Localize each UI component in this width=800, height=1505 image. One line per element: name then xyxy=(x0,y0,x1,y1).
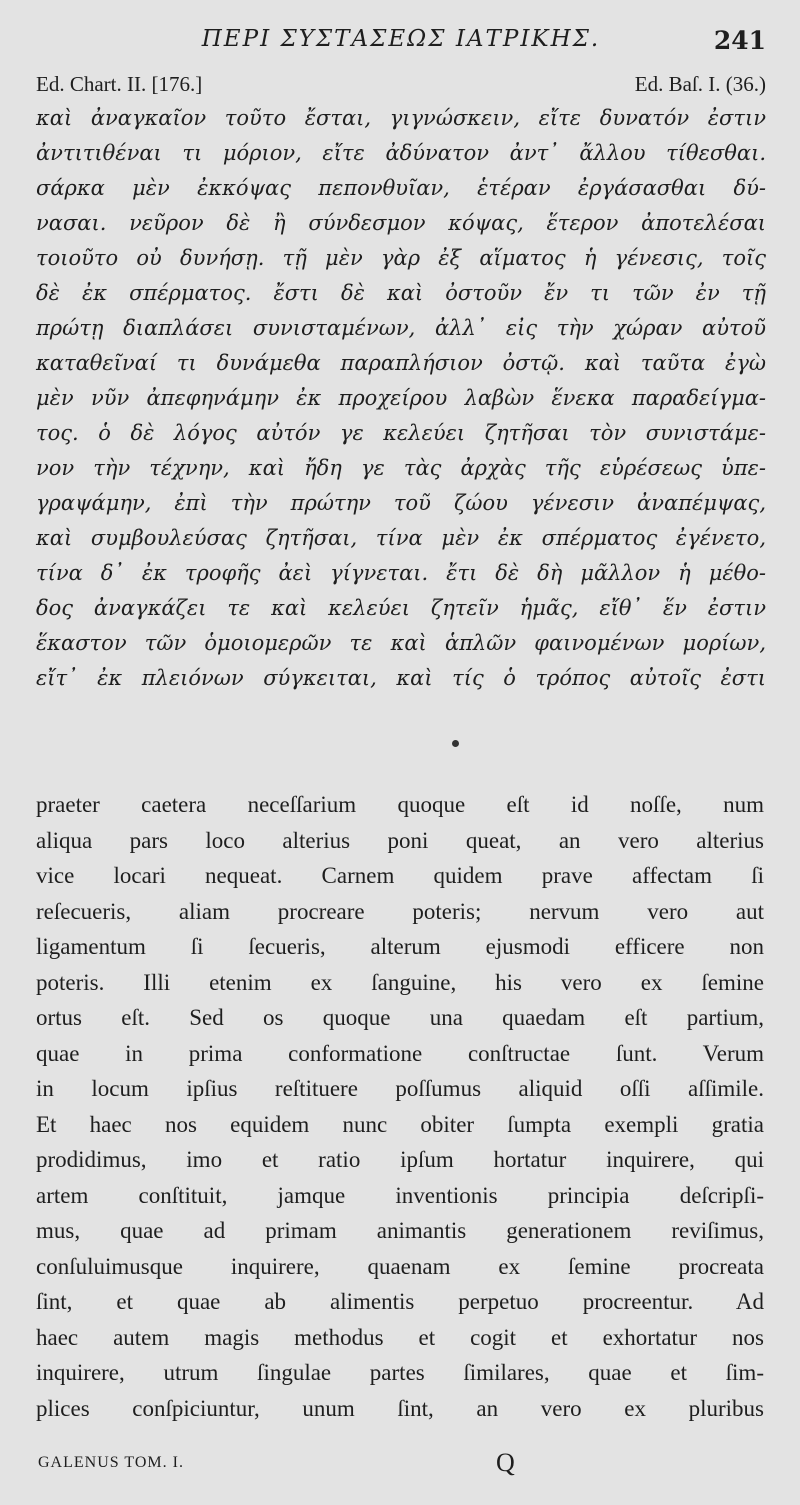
latin-text-line: poteris. Illi etenim ex ſanguine, his vero ex ſemine xyxy=(36,969,764,995)
greek-text-line: νασαι. νεῦρον δὲ ἢ σύνδεσμον κόψας, ἕτερον ἀποτελέσαι xyxy=(36,211,766,235)
latin-text-line: vice locari nequeat. Carnem quidem prave affectam ſi xyxy=(36,863,764,888)
greek-text-line: καὶ συμβουλεύσας ζητῆσαι, τίνα μὲν ἐκ σπέρματος ἐγένετο, xyxy=(36,526,766,550)
edition-chartier-reference: Ed. Chart. II. [176.] xyxy=(36,72,203,96)
latin-text-line: haec autem magis methodus et cogit et exhortatur nos xyxy=(36,1324,764,1350)
latin-text-line: quae in prima conformatione conſtructae ſunt. Verum xyxy=(36,1040,764,1066)
latin-text-line: ortus eſt. Sed os quoque una quaedam eſt partium, xyxy=(36,1005,764,1030)
latin-text-line: mus, quae ad primam animantis generationem reviſimus, xyxy=(36,1218,764,1243)
greek-text-line: καταθεῖναί τι δυνάμεθα παραπλήσιον ὀστῷ. καὶ ταῦτα ἐγὼ xyxy=(36,351,766,375)
latin-text-line: Et haec nos equidem nunc obiter ſumpta exempli gratia xyxy=(36,1111,764,1137)
latin-text-line: in locum ipſius reſtituere poſſumus aliquid oſſi aſſimile. xyxy=(36,1076,764,1101)
greek-text-line: τοιοῦτο οὐ δυνήσῃ. τῇ μὲν γὰρ ἐξ αἵματος ἡ γένεσις, τοῖς xyxy=(36,246,766,270)
latin-text-block xyxy=(36,787,764,1426)
volume-signature: GALENUS TOM. I. xyxy=(38,1454,184,1471)
page-header xyxy=(36,26,766,62)
greek-text-block xyxy=(36,101,766,696)
edition-reference-line xyxy=(36,72,766,102)
latin-text-line: aliqua pars loco alterius poni queat, an vero alterius xyxy=(36,827,764,853)
greek-text-line: ἀντιτιθέναι τι μόριον, εἴτε ἀδύνατον ἀντ᾽ ἄλλου τίθεσθαι. xyxy=(36,141,766,165)
greek-text-line: πρώτῃ διαπλάσει συνισταμένων, ἀλλ᾽ εἰς τὴν χώραν αὐτοῦ xyxy=(36,316,766,340)
signature-mark: Q xyxy=(496,1448,515,1477)
latin-text-line: reſecueris, aliam procreare poteris; nervum vero aut xyxy=(36,898,764,924)
greek-text-line: καὶ ἀναγκαῖον τοῦτο ἔσται, γιγνώσκειν, εἴτε δυνατόν ἐστιν xyxy=(36,106,766,130)
greek-text-line: δος ἀναγκάζει τε καὶ κελεύει ζητεῖν ἡμᾶς, εἴθ᾽ ἕν ἐστιν xyxy=(36,596,766,620)
greek-text-line: δὲ ἐκ σπέρματος. ἔστι δὲ καὶ ὀστοῦν ἔν τι τῶν ἐν τῇ xyxy=(36,281,766,305)
greek-text-line: τίνα δ᾽ ἐκ τροφῆς ἀεὶ γίγνεται. ἔτι δὲ δὴ μᾶλλον ἡ μέθο- xyxy=(36,561,766,585)
greek-text-line: τος. ὁ δὲ λόγος αὐτόν γε κελεύει ζητῆσαι τὸν συνιστάμε- xyxy=(36,421,766,445)
latin-text-line: ligamentum ſi ſecueris, alterum ejusmodi efficere non xyxy=(36,934,764,959)
latin-text-line: conſuluimusque inquirere, quaenam ex ſemine procreata xyxy=(36,1253,764,1279)
greek-text-line: γραψάμην, ἐπὶ τὴν πρώτην τοῦ ζώου γένεσιν ἀναπέμψας, xyxy=(36,491,766,515)
separator-dot xyxy=(452,740,459,747)
latin-text-line: ſint, et quae ab alimentis perpetuo procreentur. Ad xyxy=(36,1289,764,1314)
latin-text-line: plices conſpiciuntur, unum ſint, an vero ex pluribus xyxy=(36,1395,764,1421)
greek-text-line: εἴτ᾽ ἐκ πλειόνων σύγκειται, καὶ τίς ὁ τρόπος αὐτοῖς ἐστι xyxy=(36,666,766,690)
running-title: ΠΕΡΙ ΣΥΣΤΑΣΕΩΣ ΙΑΤΡΙΚΗΣ. xyxy=(201,26,601,52)
latin-text-line: praeter caetera neceſſarium quoque eſt id noſſe, num xyxy=(36,792,764,817)
page-number: 241 xyxy=(713,26,766,55)
greek-text-line: ἕκαστον τῶν ὁμοιομερῶν τε καὶ ἁπλῶν φαινομένων μορίων, xyxy=(36,631,766,655)
edition-basel-reference: Ed. Baſ. I. (36.) xyxy=(634,72,766,96)
latin-text-line: prodidimus, imo et ratio ipſum hortatur inquirere, qui xyxy=(36,1147,764,1172)
greek-text-line: νον τὴν τέχνην, καὶ ἤδη γε τὰς ἀρχὰς τῆς εὑρέσεως ὑπε- xyxy=(36,456,766,480)
latin-text-line: artem conſtituit, jamque inventionis principia deſcripſi- xyxy=(36,1182,764,1208)
greek-text-line: σάρκα μὲν ἐκκόψας πεπονθυῖαν, ἑτέραν ἐργάσασθαι δύ- xyxy=(36,176,766,200)
greek-text-line: μὲν νῦν ἀπεφηνάμην ἐκ προχείρου λαβὼν ἕνεκα παραδείγμα- xyxy=(36,386,766,410)
latin-text-line: inquirere, utrum ſingulae partes ſimilares, quae et ſim- xyxy=(36,1360,764,1385)
page-footer xyxy=(36,1448,766,1484)
